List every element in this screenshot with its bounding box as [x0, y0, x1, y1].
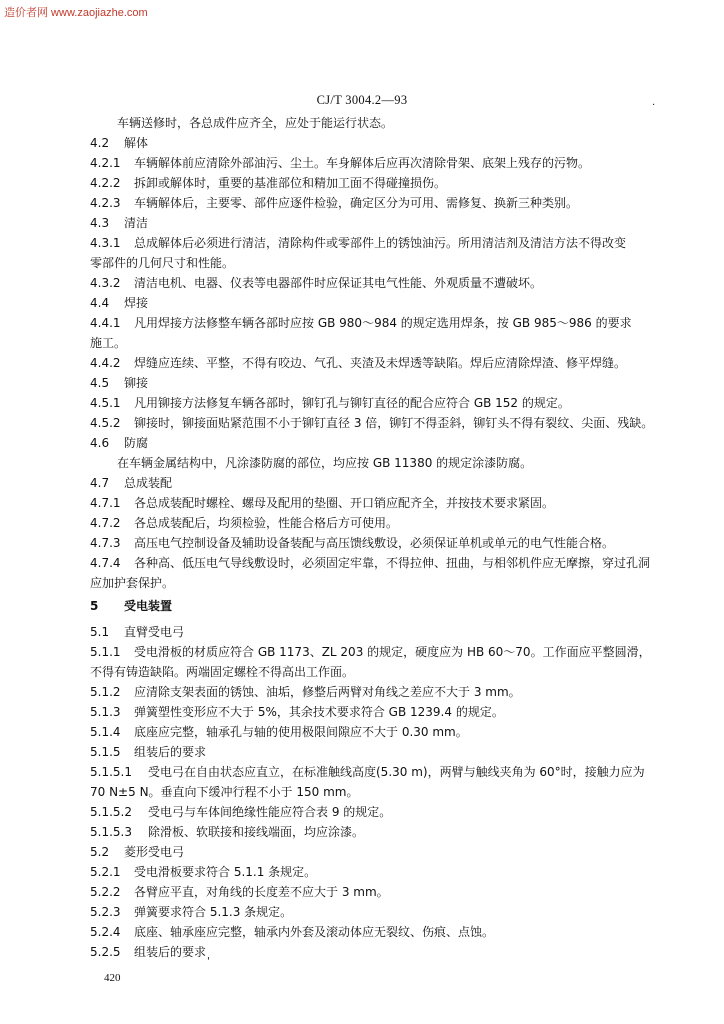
clause-line — [90, 684, 521, 700]
clause-text: 受电弓在自由状态应直立，在标准触线高度(5.30 m)，两臂与触线夹角为 60°时，接触力应为 — [148, 765, 645, 779]
clause-text: 除滑板、软联接和接线端面，均应涂漆。 — [148, 825, 365, 839]
clause-text: 70 N±5 N。垂直向下缓冲行程不小于 150 mm。 — [90, 785, 359, 799]
clause-line — [90, 515, 398, 531]
clause-text: 清洁电机、电器、仪表等电器部件时应保证其电气性能、外观质量不遭破坏。 — [134, 276, 543, 290]
clause-text: 总成装配 — [124, 476, 173, 490]
clause-text: 受电滑板的材质应符合 GB 1173、ZL 203 的规定，硬度应为 HB 60～70。工作面应平整圆滑， — [134, 645, 651, 659]
clause-number: 5.1.5.2 — [90, 805, 132, 819]
clause-text: 底座、轴承座应完整，轴承内外套及滚动体应无裂纹、伤痕、点蚀。 — [134, 925, 495, 939]
watermark: 造价者网 www.zaojiazhe.com — [4, 7, 148, 19]
clause-text: 直臂受电弓 — [124, 625, 185, 639]
clause-line — [90, 495, 554, 511]
paragraph-line — [90, 784, 358, 800]
clause-line — [90, 744, 206, 760]
clause-line — [90, 195, 578, 211]
bottom-mark: ' — [207, 956, 210, 967]
clause-number: 4.2.1 — [90, 156, 121, 170]
clause-text: 清洁 — [124, 216, 149, 230]
clause-text: 菱形受电弓 — [124, 845, 185, 859]
clause-line — [90, 624, 184, 640]
clause-text: 车辆送修时，各总成件应齐全，应处于能运行状态。 — [117, 116, 394, 130]
clause-number: 5.1.5 — [90, 745, 121, 759]
clause-number: 5.2.4 — [90, 925, 121, 939]
clause-text: 各总成装配后，均须检验，性能合格后方可使用。 — [134, 516, 399, 530]
clause-number: 5.1.1 — [90, 645, 121, 659]
paragraph-line — [90, 575, 174, 591]
clause-number: 5.1.5.3 — [90, 825, 132, 839]
clause-number: 4.7 — [90, 476, 110, 490]
clause-text: 总成解体后必须进行清洁，清除构件或零部件上的锈蚀油污。所用清洁剂及清洁方法不得改变 — [134, 236, 627, 250]
clause-line — [90, 315, 632, 331]
paragraph-line — [117, 455, 532, 471]
clause-number: 5 — [90, 599, 99, 613]
clause-text: 组装后的要求 — [134, 945, 207, 959]
clause-text: 高压电气控制设备及辅助设备装配与高压馈线敷设，必须保证单机或单元的电气性能合格。 — [134, 536, 615, 550]
clause-number: 5.1.4 — [90, 725, 121, 739]
clause-text: 凡用铆接方法修复车辆各部时，铆钉孔与铆钉直径的配合应符合 GB 152 的规定。 — [134, 396, 570, 410]
clause-number: 5.2.2 — [90, 885, 121, 899]
clause-text: 应加护套保护。 — [90, 576, 175, 590]
clause-text: 车辆解体前应清除外部油污、尘土。车身解体后应再次清除骨架、底架上残存的污物。 — [134, 156, 591, 170]
clause-text: 各臂应平直，对角线的长度差不应大于 3 mm。 — [134, 885, 389, 899]
clause-text: 铆接时，铆接面贴紧范围不小于铆钉直径 3 倍，铆钉不得歪斜，铆钉头不得有裂纹、尖面、残缺。 — [134, 416, 654, 430]
clause-line — [90, 764, 645, 780]
clause-text: 弹簧要求符合 5.1.3 条规定。 — [134, 905, 293, 919]
clause-number: 4.5 — [90, 376, 110, 390]
clause-line — [90, 295, 148, 311]
clause-text: 焊接 — [124, 296, 149, 310]
clause-line — [90, 704, 504, 720]
clause-line — [90, 884, 389, 900]
clause-text: 凡用焊接方法修整车辆各部时应按 GB 980～984 的规定选用焊条，按 GB 985～986 的要求 — [134, 316, 632, 330]
clause-line — [90, 598, 172, 614]
clause-number: 4.7.2 — [90, 516, 121, 530]
clause-number: 4.5.2 — [90, 416, 121, 430]
clause-text: 铆接 — [124, 376, 149, 390]
clause-number: 5.1 — [90, 625, 110, 639]
clause-text: 受电弓与车体间绝缘性能应符合表 9 的规定。 — [148, 805, 392, 819]
clause-line — [90, 135, 148, 151]
clause-text: 各总成装配时螺栓、螺母及配用的垫圈、开口销应配齐全，并按技术要求紧固。 — [134, 496, 555, 510]
clause-number: 4.4.1 — [90, 316, 121, 330]
clause-text: 拆卸或解体时，重要的基准部位和精加工面不得碰撞损伤。 — [134, 176, 447, 190]
clause-text: 施工。 — [90, 336, 127, 350]
clause-line — [90, 395, 570, 411]
clause-line — [90, 824, 364, 840]
clause-number: 4.6 — [90, 436, 110, 450]
clause-line — [90, 844, 184, 860]
clause-line — [90, 275, 542, 291]
clause-line — [90, 724, 468, 740]
clause-line — [90, 904, 292, 920]
clause-text: 焊缝应连续、平整，不得有咬边、气孔、夹渣及未焊透等缺陷。焊后应清除焊渣、修平焊缝。 — [134, 356, 627, 370]
clause-line — [90, 944, 206, 960]
clause-number: 4.3.1 — [90, 236, 121, 250]
clause-number: 4.2.2 — [90, 176, 121, 190]
clause-line — [90, 924, 494, 940]
clause-text: 应清除支架表面的锈蚀、油垢，修整后两臂对角线之差应不大于 3 mm。 — [134, 685, 521, 699]
clause-line — [90, 535, 614, 551]
clause-text: 弹簧塑性变形应不大于 5%，其余技术要求符合 GB 1239.4 的规定。 — [134, 705, 504, 719]
clause-number: 4.2 — [90, 136, 110, 150]
clause-line — [90, 155, 590, 171]
clause-line — [90, 804, 391, 820]
clause-text: 组装后的要求 — [134, 745, 207, 759]
clause-text: 底座应完整，轴承孔与轴的使用极限间隙应不大于 0.30 mm。 — [134, 725, 468, 739]
clause-number: 4.3.2 — [90, 276, 121, 290]
clause-number: 5.2.5 — [90, 945, 121, 959]
clause-text: 零部件的几何尺寸和性能。 — [90, 256, 235, 270]
clause-number: 4.4 — [90, 296, 110, 310]
clause-text: 在车辆金属结构中，凡涂漆防腐的部位，均应按 GB 11380 的规定涂漆防腐。 — [117, 456, 533, 470]
clause-number: 4.2.3 — [90, 196, 121, 210]
clause-line — [90, 644, 651, 660]
clause-text: 解体 — [124, 136, 149, 150]
paragraph-line — [90, 255, 234, 271]
clause-line — [90, 235, 626, 251]
clause-line — [90, 555, 650, 571]
clause-line — [90, 415, 653, 431]
clause-number: 5.1.2 — [90, 685, 121, 699]
clause-text: 受电装置 — [124, 599, 173, 613]
clause-line — [90, 435, 148, 451]
clause-line — [90, 375, 148, 391]
clause-line — [90, 475, 172, 491]
clause-number: 5.2.1 — [90, 865, 121, 879]
clause-number: 4.3 — [90, 216, 110, 230]
clause-number: 5.1.5.1 — [90, 765, 132, 779]
paragraph-line — [90, 335, 126, 351]
clause-line — [90, 215, 148, 231]
clause-text: 车辆解体后，主要零、部件应逐件检验，确定区分为可用、需修复、换新三种类别。 — [134, 196, 579, 210]
clause-number: 4.7.3 — [90, 536, 121, 550]
clause-number: 5.2 — [90, 845, 110, 859]
clause-number: 4.7.1 — [90, 496, 121, 510]
clause-number: 5.1.3 — [90, 705, 121, 719]
clause-number: 4.7.4 — [90, 556, 121, 570]
clause-number: 4.4.2 — [90, 356, 121, 370]
page-header: CJ/T 3004.2—93 — [316, 93, 408, 107]
clause-number: 4.5.1 — [90, 396, 121, 410]
header-dot: . — [652, 97, 656, 108]
page-number: 420 — [104, 972, 121, 984]
clause-line — [90, 864, 316, 880]
paragraph-line — [90, 664, 354, 680]
clause-text: 受电滑板要求符合 5.1.1 条规定。 — [134, 865, 317, 879]
clause-text: 防腐 — [124, 436, 149, 450]
clause-line — [90, 355, 626, 371]
clause-text: 各种高、低压电气导线敷设时，必须固定牢靠，不得拉伸、扭曲，与相邻机件应无摩擦，穿过孔洞 — [134, 556, 651, 570]
paragraph-line — [117, 115, 393, 131]
clause-line — [90, 175, 446, 191]
clause-text: 不得有铸造缺陷。两端固定螺栓不得高出工作面。 — [90, 665, 355, 679]
clause-number: 5.2.3 — [90, 905, 121, 919]
